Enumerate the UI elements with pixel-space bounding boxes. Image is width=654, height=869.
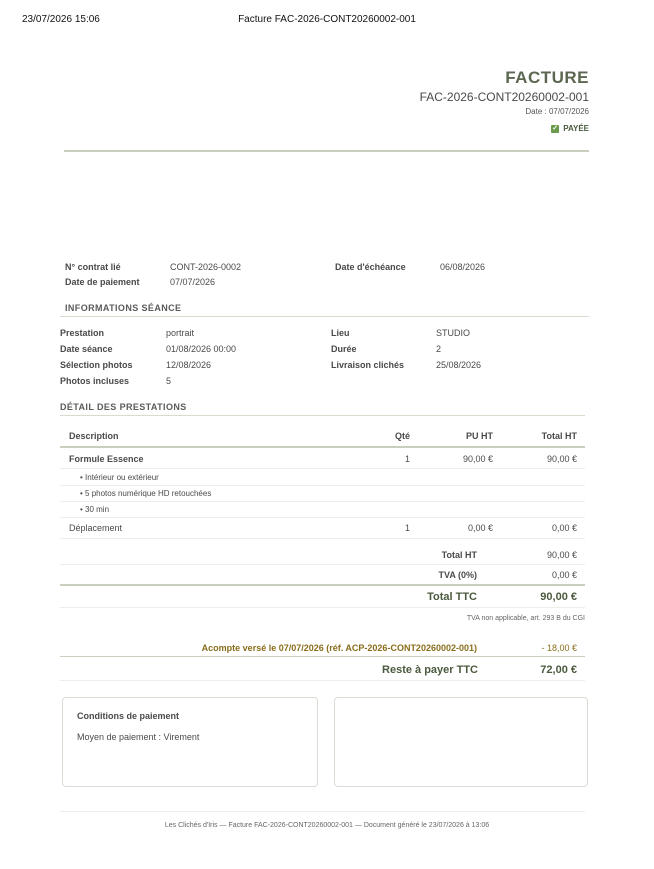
item-qty: 1 [404,454,410,464]
row-divider [60,517,585,518]
paid-badge [551,124,589,133]
bullet-item: • 5 photos numérique HD retouchées [80,489,212,498]
session-field-label: Livraison clichés [331,360,405,370]
session-field-label: Lieu [331,328,350,338]
bullet-item: • 30 min [80,505,110,514]
row-divider [60,607,585,608]
session-field-value: STUDIO [436,328,471,338]
session-field-label: Sélection photos [60,360,133,370]
total-ht-label: Total HT [441,550,477,560]
item-description: Déplacement [69,523,123,533]
item-pu: 90,00 € [462,454,493,464]
total-ht-value: 90,00 € [546,550,577,560]
session-field-label: Prestation [60,328,105,338]
details-section-title: DÉTAIL DES PRESTATIONS [60,402,187,412]
tva-value: 0,00 € [551,570,577,580]
payment-date-value: 07/07/2026 [170,277,216,287]
row-divider [60,501,585,502]
invoice-title: FACTURE [505,68,589,87]
session-field-label: Date séance [60,344,113,354]
payment-conditions-box [62,697,318,787]
session-field-value: 2 [436,344,442,354]
session-field-label: Durée [331,344,357,354]
col-total: Total HT [541,431,577,441]
acompte-label: Acompte versé le 07/07/2026 (réf. ACP-2026-CONT20260002-001) [201,643,477,653]
session-field-value: 12/08/2026 [166,360,212,370]
item-total: 0,00 € [551,523,577,533]
row-divider [60,680,585,681]
item-pu: 0,00 € [467,523,493,533]
payment-conditions-title: Conditions de paiement [77,711,180,721]
bullet-item: • Intérieur ou extérieur [80,473,159,482]
reste-label: Reste à payer TTC [382,664,478,676]
item-qty: 1 [404,523,410,533]
print-datetime: 23/07/2026 15:06 [22,14,100,25]
invoice-date: Date : 07/07/2026 [525,107,589,116]
details-divider [60,415,585,416]
session-divider [60,316,589,317]
tva-note: TVA non applicable, art. 293 B du CGI [466,615,585,622]
acompte-value: - 18,00 € [541,643,577,653]
due-label: Date d'échéance [335,262,406,272]
session-field-value: portrait [166,328,195,338]
payment-date-label: Date de paiement [65,277,140,287]
row-divider [60,485,585,486]
paid-label: PAYÉE [563,124,589,133]
session-field-value: 5 [166,376,172,386]
empty-box [334,697,588,787]
session-field-value: 01/08/2026 00:00 [166,344,237,354]
col-description: Description [69,431,119,441]
table-header-divider [60,446,585,448]
reste-value: 72,00 € [540,664,577,676]
item-total: 90,00 € [546,454,577,464]
invoice-number: FAC-2026-CONT20260002-001 [419,90,589,104]
item-description: Formule Essence [69,454,144,464]
check-icon: ✓ [552,124,559,132]
total-ttc-value: 90,00 € [540,591,577,603]
session-section-title: INFORMATIONS SÉANCE [65,303,182,313]
col-qty: Qté [394,431,410,441]
col-pu: PU HT [466,431,493,441]
payment-method: Moyen de paiement : Virement [77,732,200,742]
footer-text: Les Clichés d'Iris — Facture FAC-2026-CONT20260002-001 — Document généré le 23/07/2026 à 13:06 [164,822,490,829]
session-field-label: Photos incluses [60,376,130,386]
due-value: 06/08/2026 [440,262,486,272]
row-divider [60,538,585,539]
acompte-divider [60,656,585,657]
contract-value: CONT-2026-0002 [170,262,242,272]
contract-label: N° contrat lié [65,262,121,272]
row-divider [60,564,585,565]
total-ttc-label: Total TTC [427,591,477,603]
footer-divider [60,811,585,812]
row-divider [60,468,585,469]
ttc-divider [60,584,585,586]
tva-label: TVA (0%) [438,570,477,580]
session-field-value: 25/08/2026 [436,360,482,370]
print-title: Facture FAC-2026-CONT20260002-001 [238,14,416,25]
header-divider [64,150,589,152]
